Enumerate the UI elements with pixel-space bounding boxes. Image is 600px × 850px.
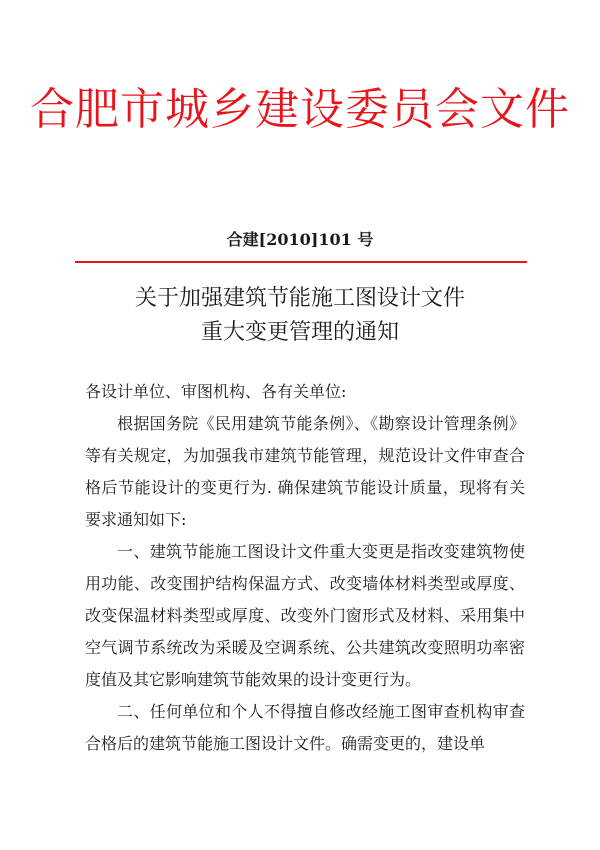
paragraph-intro: 根据国务院《民用建筑节能条例》、《勘察设计管理条例》等有关规定，为加强我市建筑节能管理，规范设计文件审查合格后节能设计的变更行为. 确保建筑节能设计质量，现将有关要求通知如下: <box>85 414 525 529</box>
notice-title <box>0 282 600 350</box>
paragraph-item-1: 一、建筑节能施工图设计文件重大变更是指改变建筑物使用功能、改变围护结构保温方式、改变墙体材料类型或厚度、改变保温材料类型或厚度、改变外门窗形式及材料、采用集中空气调节系统改为采暖及空调系统、公共建筑改变照明功率密度值及其它影响建筑节能效果的设计变更行为。 <box>85 542 525 689</box>
notice-title-line-2: 重大变更管理的通知 <box>200 320 399 345</box>
document-number: 合建[2010]101 号 <box>226 230 374 249</box>
notice-title-line-1: 关于加强建筑节能施工图设计文件 <box>134 286 465 311</box>
document-body <box>85 376 525 760</box>
document-header-title: 合肥市城乡建设委员会文件 <box>30 84 570 135</box>
paragraph-item-2: 二、任何单位和个人不得擅自修改经施工图审查机构审查合格后的建筑节能施工图设计文件。确需变更的，建设单 <box>85 702 525 753</box>
red-divider-line <box>75 261 527 263</box>
salutation: 各设计单位、审图机构、各有关单位: <box>85 382 347 401</box>
